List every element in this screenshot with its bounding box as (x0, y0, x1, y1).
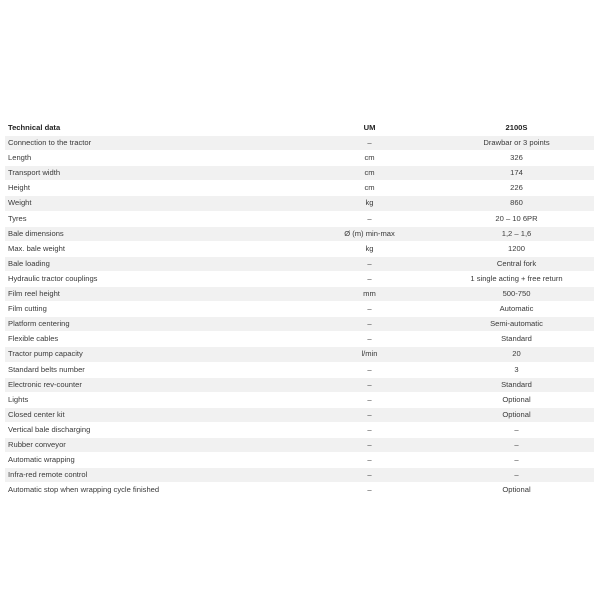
spec-value-cell: 1,2 – 1,6 (439, 226, 594, 241)
spec-value-cell: Optional (439, 392, 594, 407)
spec-unit-cell: – (300, 377, 439, 392)
table-body (5, 136, 594, 498)
spec-value-cell: – (439, 437, 594, 452)
technical-data-table (5, 121, 594, 498)
spec-value-cell: Drawbar or 3 points (439, 136, 594, 151)
spec-unit-cell: – (300, 362, 439, 377)
spec-value-cell: 20 – 10 6PR (439, 211, 594, 226)
spec-value-cell: Automatic (439, 302, 594, 317)
spec-unit-cell: cm (300, 181, 439, 196)
spec-name-cell: Platform centering (5, 317, 300, 332)
spec-unit-cell: cm (300, 151, 439, 166)
spec-name-cell: Film cutting (5, 302, 300, 317)
table-row (5, 181, 594, 196)
table-header-row (5, 121, 594, 136)
spec-value-cell: 1 single acting + free return (439, 271, 594, 286)
table-row (5, 226, 594, 241)
spec-name-cell: Standard belts number (5, 362, 300, 377)
spec-value-cell: 3 (439, 362, 594, 377)
spec-unit-cell: – (300, 136, 439, 151)
spec-value-cell: Optional (439, 483, 594, 498)
table-row (5, 468, 594, 483)
spec-name-cell: Electronic rev-counter (5, 377, 300, 392)
spec-unit-cell: Ø (m) min-max (300, 226, 439, 241)
header-unit: UM (300, 121, 439, 136)
spec-unit-cell: – (300, 437, 439, 452)
spec-name-cell: Closed center kit (5, 407, 300, 422)
spec-name-cell: Length (5, 151, 300, 166)
spec-unit-cell: – (300, 256, 439, 271)
table-row (5, 317, 594, 332)
spec-name-cell: Vertical bale discharging (5, 422, 300, 437)
spec-value-cell: 226 (439, 181, 594, 196)
table-row (5, 422, 594, 437)
spec-value-cell: 174 (439, 166, 594, 181)
spec-value-cell: 500-750 (439, 287, 594, 302)
spec-name-cell: Transport width (5, 166, 300, 181)
spec-name-cell: Connection to the tractor (5, 136, 300, 151)
spec-name-cell: Flexible cables (5, 332, 300, 347)
spec-unit-cell: – (300, 422, 439, 437)
spec-value-cell: Semi-automatic (439, 317, 594, 332)
spec-value-cell: Central fork (439, 256, 594, 271)
table-row (5, 241, 594, 256)
spec-unit-cell: – (300, 211, 439, 226)
table-row (5, 256, 594, 271)
table-row (5, 166, 594, 181)
table-row (5, 302, 594, 317)
spec-unit-cell: – (300, 483, 439, 498)
spec-unit-cell: cm (300, 166, 439, 181)
spec-value-cell: 326 (439, 151, 594, 166)
spec-name-cell: Automatic stop when wrapping cycle finished (5, 483, 300, 498)
spec-unit-cell: mm (300, 287, 439, 302)
header-model: 2100S (439, 121, 594, 136)
spec-value-cell: – (439, 453, 594, 468)
spec-unit-cell: – (300, 317, 439, 332)
spec-unit-cell: l/min (300, 347, 439, 362)
header-technical-data: Technical data (5, 121, 300, 136)
spec-name-cell: Infra-red remote control (5, 468, 300, 483)
spec-unit-cell: – (300, 302, 439, 317)
spec-name-cell: Bale loading (5, 256, 300, 271)
spec-name-cell: Tractor pump capacity (5, 347, 300, 362)
spec-value-cell: – (439, 422, 594, 437)
spec-unit-cell: – (300, 407, 439, 422)
spec-unit-cell: – (300, 453, 439, 468)
table-row (5, 377, 594, 392)
table-row (5, 332, 594, 347)
spec-value-cell: 860 (439, 196, 594, 211)
spec-value-cell: 20 (439, 347, 594, 362)
spec-name-cell: Bale dimensions (5, 226, 300, 241)
table-row (5, 483, 594, 498)
spec-name-cell: Automatic wrapping (5, 453, 300, 468)
table-row (5, 347, 594, 362)
table-row (5, 437, 594, 452)
spec-name-cell: Height (5, 181, 300, 196)
spec-unit-cell: – (300, 271, 439, 286)
spec-name-cell: Tyres (5, 211, 300, 226)
spec-unit-cell: – (300, 392, 439, 407)
spec-value-cell: Standard (439, 377, 594, 392)
table-row (5, 392, 594, 407)
table-row (5, 271, 594, 286)
spec-name-cell: Hydraulic tractor couplings (5, 271, 300, 286)
spec-value-cell: Standard (439, 332, 594, 347)
spec-unit-cell: – (300, 332, 439, 347)
spec-unit-cell: kg (300, 196, 439, 211)
spec-unit-cell: kg (300, 241, 439, 256)
table-row (5, 196, 594, 211)
spec-name-cell: Film reel height (5, 287, 300, 302)
table-row (5, 407, 594, 422)
table-row (5, 136, 594, 151)
table-row (5, 151, 594, 166)
spec-value-cell: Optional (439, 407, 594, 422)
spec-name-cell: Lights (5, 392, 300, 407)
table-row (5, 453, 594, 468)
table-row (5, 362, 594, 377)
spec-name-cell: Rubber conveyor (5, 437, 300, 452)
table-row (5, 211, 594, 226)
spec-unit-cell: – (300, 468, 439, 483)
spec-value-cell: 1200 (439, 241, 594, 256)
spec-name-cell: Max. bale weight (5, 241, 300, 256)
spec-value-cell: – (439, 468, 594, 483)
table-row (5, 287, 594, 302)
spec-name-cell: Weight (5, 196, 300, 211)
